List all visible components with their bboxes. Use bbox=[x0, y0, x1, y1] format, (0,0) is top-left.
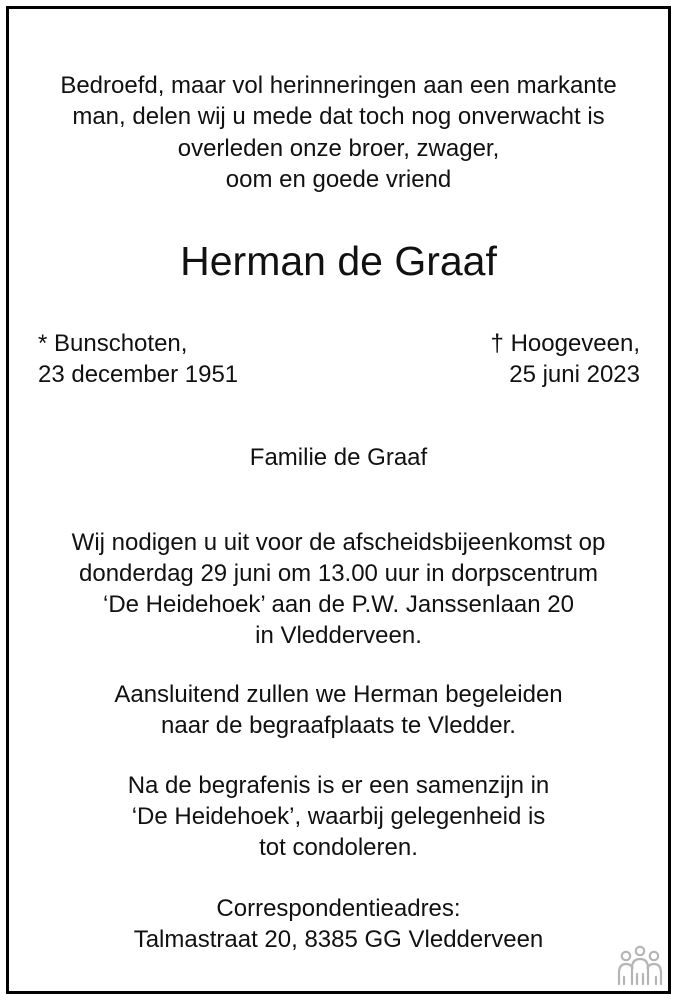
intro-line: Bedroefd, maar vol herinneringen aan een markante bbox=[60, 72, 617, 99]
invitation-line: donderdag 29 juni om 13.00 uur in dorpscentrum bbox=[79, 560, 598, 587]
invitation-line: ‘De Heidehoek’ aan de P.W. Janssenlaan 20 bbox=[103, 591, 574, 618]
gathering-line: Na de begrafenis is er een samenzijn in bbox=[127, 772, 550, 799]
intro-line: overleden onze broer, zwager, bbox=[177, 135, 500, 162]
intro-line: man, delen wij u mede dat toch nog onverwacht is bbox=[72, 103, 605, 130]
death-date: 25 juni 2023 bbox=[509, 361, 640, 388]
birth-date: 23 december 1951 bbox=[38, 361, 239, 388]
death-place: † Hoogeveen, bbox=[490, 330, 640, 357]
invitation-line: Wij nodigen u uit voor de afscheidsbijeenkomst op bbox=[71, 529, 606, 556]
deceased-name: Herman de Graaf bbox=[180, 238, 497, 284]
gathering-line: tot condoleren. bbox=[259, 834, 418, 861]
burial-line: Aansluitend zullen we Herman begeleiden bbox=[114, 681, 563, 708]
correspondence-address: Talmastraat 20, 8385 GG Vledderveen bbox=[133, 926, 544, 953]
family-signature: Familie de Graaf bbox=[249, 444, 428, 471]
correspondence-label: Correspondentieadres: bbox=[216, 895, 461, 922]
intro-line: oom en goede vriend bbox=[225, 166, 452, 193]
people-group-icon bbox=[616, 944, 664, 986]
invitation-line: in Vledderveen. bbox=[255, 622, 422, 649]
burial-line: naar de begraafplaats te Vledder. bbox=[161, 712, 516, 739]
birth-place: * Bunschoten, bbox=[38, 330, 188, 357]
gathering-line: ‘De Heidehoek’, waarbij gelegenheid is bbox=[131, 803, 546, 830]
